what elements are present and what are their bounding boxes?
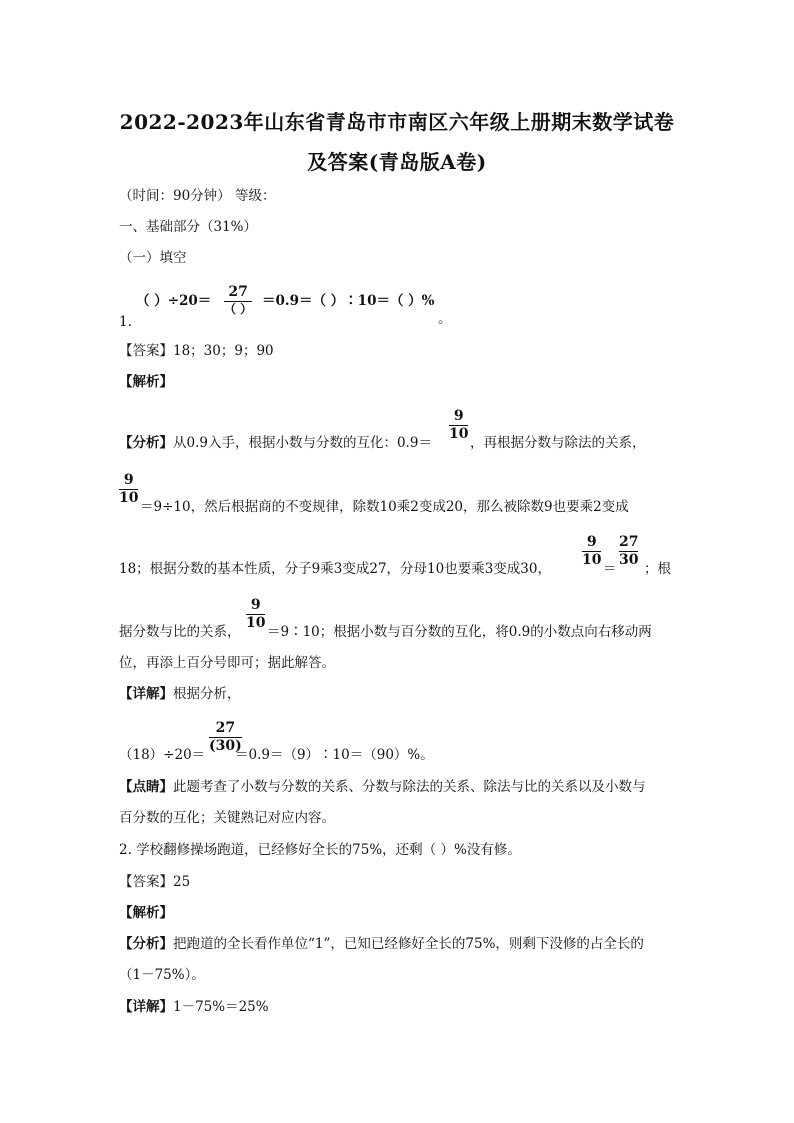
- question-1-fenxi-line4-tail: ＝9∶10；根据小数与百分数的互化，将0.9的小数点向右移动两: [267, 624, 652, 640]
- equals-sign: ＝: [603, 561, 617, 577]
- question-1-number: 1.: [119, 314, 132, 330]
- section-heading: 一、基础部分（31%）: [119, 219, 258, 235]
- question-2-analysis-label: 【解析】: [119, 905, 173, 921]
- question-1-detail: [119, 688, 241, 702]
- denominator: 10: [449, 425, 469, 442]
- fenxi-label: 【分析】: [119, 435, 173, 451]
- question-1-fenxi-line1: [119, 437, 432, 451]
- question-1-fenxi-line5: 位，再添上百分号即可；据此解答。: [119, 655, 335, 671]
- numerator: 27: [619, 534, 639, 550]
- question-1-fraction: [224, 285, 252, 315]
- question-2-text: 2. 学校翻修操场跑道，已经修好全长的75%，还剩（ ）%没有修。: [119, 842, 521, 858]
- numerator: 9: [586, 534, 597, 550]
- question-1-equation-part1: （ ）÷20＝: [136, 293, 212, 309]
- denominator: 30: [619, 551, 639, 568]
- question-1-equation-part2: ＝0.9＝（ ）∶10＝（ ）%: [262, 293, 435, 309]
- question-1-dianjing-line1: [119, 781, 646, 795]
- question-2-detail: [119, 1001, 269, 1015]
- question-1-fenxi-line3-tail: ；根: [644, 561, 671, 577]
- subsection-heading: （一）填空: [119, 250, 187, 266]
- dianjing-label: 【点睛】: [119, 779, 173, 795]
- fraction-9-10-a: [449, 409, 468, 441]
- question-2-fenxi-line2: （1－75%）。: [119, 967, 205, 983]
- fenxi-text: 把跑道的全长看作单位“1”，已知已经修好全长的75%，则剩下没修的占全长的: [173, 936, 644, 952]
- time-grade-line: （时间：90分钟） 等级：: [119, 188, 276, 204]
- detail-label: 【详解】: [119, 999, 173, 1015]
- fraction-numerator: 27: [228, 284, 248, 300]
- question-1-detail-eq-a: （18）÷20＝: [119, 747, 206, 763]
- question-1-fenxi-line3: 18；根据分数的基本性质，分子9乘3变成27，分母10也要乘3变成30，: [119, 561, 551, 577]
- numerator: 9: [250, 597, 261, 613]
- question-1-answer: 【答案】18；30；9；90: [119, 343, 274, 359]
- denominator: 10: [582, 551, 602, 568]
- detail-text: 根据分析，: [173, 686, 241, 702]
- detail-text: 1－75%＝25%: [173, 999, 269, 1015]
- fraction-9-10-b: [119, 473, 138, 505]
- fraction-9-10-d: [246, 598, 265, 630]
- detail-label: 【详解】: [119, 686, 173, 702]
- fraction-9-10-c: [582, 535, 601, 567]
- question-1-period: 。: [438, 311, 452, 327]
- denominator: 10: [246, 614, 266, 631]
- question-1-fenxi-line4: 据分数与比的关系，: [119, 624, 241, 640]
- dianjing-text: 此题考查了小数与分数的关系、分数与除法的关系、除法与比的关系以及小数与: [173, 779, 646, 795]
- numerator: 9: [453, 408, 464, 424]
- numerator: 9: [123, 472, 134, 488]
- denominator: (30): [209, 737, 242, 754]
- document-title-line2: 及答案(青岛版A卷): [307, 150, 487, 174]
- numerator: 27: [215, 720, 236, 736]
- question-1-dianjing-line2: 百分数的互化；关键熟记对应内容。: [119, 810, 335, 826]
- question-1-analysis-label: 【解析】: [119, 374, 173, 390]
- fenxi-text-a: 从0.9入手，根据小数与分数的互化：0.9＝: [173, 435, 432, 451]
- denominator: 10: [119, 489, 139, 506]
- question-2-answer: 【答案】25: [119, 874, 191, 890]
- fraction-27-30: [619, 535, 638, 567]
- question-1-detail-eq-b: ＝0.9＝（9）∶10＝（90）%。: [235, 747, 434, 763]
- fenxi-label: 【分析】: [119, 936, 173, 952]
- question-1-fenxi-line2: ＝9÷10，然后根据商的不变规律，除数10乘2变成20，那么被除数9也要乘2变成: [140, 499, 629, 515]
- document-title-line1: 2022-2023年山东省青岛市市南区六年级上册期末数学试卷: [119, 110, 675, 134]
- question-2-fenxi-line1: [119, 938, 644, 952]
- question-1-fenxi-line1-tail: ，再根据分数与除法的关系，: [470, 435, 646, 451]
- fraction-denominator: （ ）: [224, 301, 253, 316]
